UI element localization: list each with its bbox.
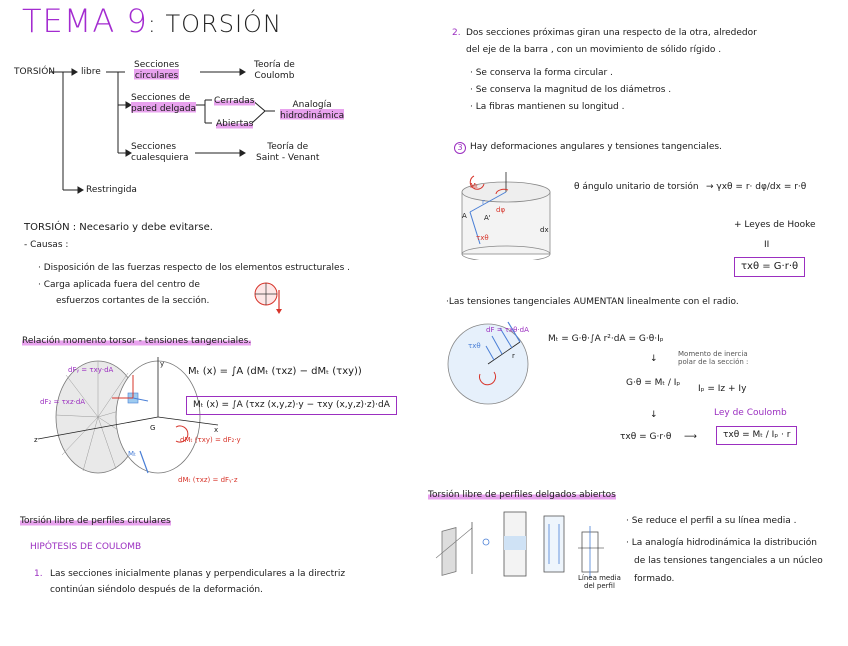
hipotesis-1a: Las secciones inicialmente planas y perpendiculares a la directriz: [50, 569, 346, 579]
arrow-right: ⟶: [684, 432, 697, 442]
tree-cerradas: Cerradas: [214, 96, 255, 106]
cyl-dphi: dφ: [496, 206, 506, 214]
hipotesis-3: Hay deformaciones angulares y tensiones tangenciales.: [470, 142, 722, 152]
cyl-r: r: [482, 198, 485, 206]
title-number: TEMA 9: [22, 2, 148, 40]
abiertos-bullet-2a: · La analogía hidrodinámica la distribución: [626, 538, 817, 548]
down-arrow-1: ↓: [650, 354, 658, 364]
fig1-dF2: dF₂ = τxz·dA: [40, 398, 86, 406]
bullet-fibras: · La fibras mantienen su longitud .: [470, 102, 625, 112]
momento-inercia-label: Momento de inercia polar de la sección :: [678, 350, 749, 366]
tree-libre: libre: [81, 67, 101, 77]
tree-pared-delgada: Secciones de pared delgada: [131, 93, 197, 114]
mt-equation: Mₜ = G·θ·∫A r²·dA = G·θ·Iₚ: [548, 334, 664, 344]
abiertos-bullet-1: · Se reduce el perfil a su línea media .: [626, 516, 797, 526]
fig1-dM2: dMₜ (τxz) = dFᵧ·z: [178, 476, 238, 484]
abiertos-bullet-2b: de las tensiones tangenciales a un núcleo: [634, 556, 823, 566]
relacion-eq1: Mₜ (x) = ∫A (dMₜ (τxz) − dMₜ (τxy)): [188, 366, 362, 377]
bullet-forma: · Se conserva la forma circular .: [470, 68, 613, 78]
tau-box: τxθ = G·r·θ: [734, 257, 805, 277]
tree-saint-venant: Teoría de Saint - Venant: [256, 142, 320, 163]
abiertos-heading: Torsión libre de perfiles delgados abiertos: [428, 490, 616, 500]
hipotesis-2a: Dos secciones próximas giran una respecto de la otra, alrededor: [466, 28, 757, 38]
tree-abiertas: Abiertas: [216, 119, 254, 129]
hipotesis-2b: del eje de la barra , con un movimiento de sólido rígido .: [466, 45, 722, 55]
hooke-label: + Leyes de Hooke: [734, 220, 816, 230]
tau-final-box: τxθ = Mₜ / Iₚ · r: [716, 426, 797, 445]
fig1-origin: G: [150, 424, 156, 432]
hipotesis-num-1: 1.: [34, 569, 43, 579]
hooke-equals: II: [764, 240, 770, 250]
cyl-a: A: [462, 212, 467, 220]
cylinder-element-figure: [452, 170, 562, 260]
torsion-definition: TORSIÓN : Necesario y debe evitarse.: [24, 222, 213, 233]
circle-tau: τxθ: [468, 342, 481, 350]
circle-r: r: [512, 352, 515, 360]
down-arrow-2: ↓: [650, 410, 658, 420]
gamma-equation: → γxθ = r· dφ/dx = r·θ: [706, 182, 807, 192]
fig1-axis-z: z: [34, 436, 38, 444]
hipotesis-label: HIPÓTESIS DE COULOMB: [30, 542, 142, 552]
fig1-axis-y: y: [160, 360, 165, 368]
hipotesis-1b: continúan siéndolo después de la deformación.: [50, 585, 263, 595]
open-profile-caption: Línea media del perfil: [578, 574, 621, 590]
fig1-axis-x: x: [214, 426, 219, 434]
relacion-eq2: Mₜ (x) = ∫A (τxz (x,y,z)·y − τxy (x,y,z)·z)·dA: [186, 396, 397, 415]
causa-2b: esfuerzos cortantes de la sección.: [56, 296, 210, 306]
tree-root: TORSIÓN: [14, 67, 56, 77]
tree-circulares: Secciones circulares: [134, 60, 180, 81]
tree-cualesquiera: Secciones cualesquiera: [131, 142, 189, 163]
cyl-tau: τxθ: [476, 234, 489, 242]
causas-label: - Causas :: [24, 240, 69, 250]
fig1-dF1: dFᵧ = τxy·dA: [68, 366, 114, 374]
tau-g-equation: τxθ = G·r·θ: [620, 432, 672, 442]
causa-2a: · Carga aplicada fuera del centro de: [38, 280, 200, 290]
hipotesis-num-2: 2.: [452, 28, 461, 38]
cyl-dx: dx: [540, 226, 549, 234]
relacion-heading: Relación momento torsor - tensiones tangenciales.: [22, 336, 252, 346]
abiertos-bullet-2c: formado.: [634, 574, 675, 584]
tree-analogia: Analogía hidrodinámica: [280, 100, 345, 121]
ley-coulomb-label: Ley de Coulomb: [714, 408, 787, 418]
tree-restringida: Restringida: [86, 185, 137, 195]
g-theta-equation: G·θ = Mₜ / Iₚ: [626, 378, 681, 388]
cyl-a2: A': [484, 214, 491, 222]
tree-coulomb: Teoría de Coulomb: [254, 60, 295, 81]
fig1-mt: Mₜ: [128, 450, 137, 458]
ip-equation: Iₚ = Iz + Iy: [698, 384, 747, 394]
hipotesis-num-3: 3: [454, 142, 466, 154]
circle-dF: dF = τxθ·dA: [486, 326, 529, 334]
causa-1: · Disposición de las fuerzas respecto de los elementos estructurales .: [38, 263, 351, 273]
lineal-statement: ·Las tensiones tangenciales AUMENTAN linealmente con el radio.: [446, 297, 739, 307]
fig1-dM1: dMₜ (τxy) = dF₂·y: [180, 436, 241, 444]
libre-circ-heading: Torsión libre de perfiles circulares: [20, 516, 171, 526]
bullet-diametros: · Se conserva la magnitud de los diámetros .: [470, 85, 672, 95]
eccentric-load-icon: [252, 278, 292, 316]
title-topic: : TORSIÓN: [147, 10, 282, 38]
cyl-mt: Mₜ: [470, 182, 479, 190]
page-title: [22, 2, 282, 40]
theta-definition: θ ángulo unitario de torsión: [574, 182, 699, 192]
